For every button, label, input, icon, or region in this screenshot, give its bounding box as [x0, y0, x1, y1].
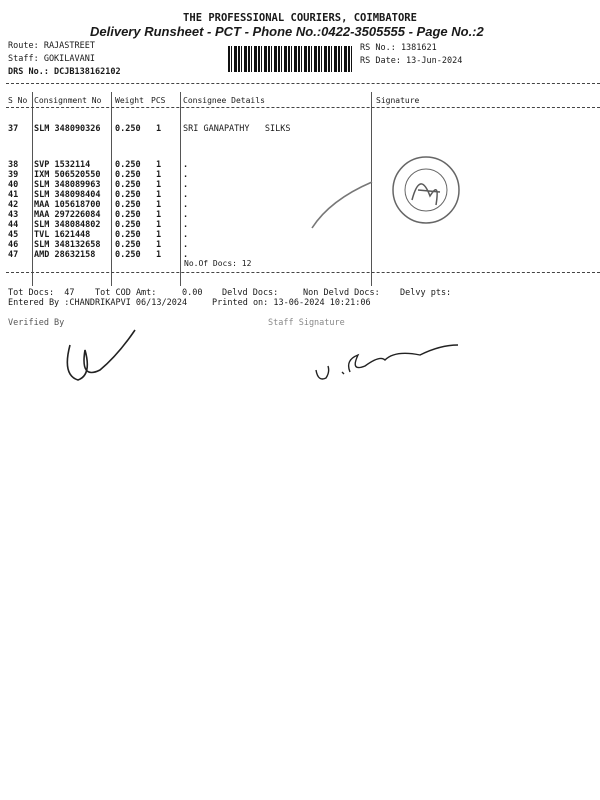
- delvy-pts: Delvy pts:: [400, 288, 452, 298]
- rs-date: RS Date: 13-Jun-2024: [360, 56, 463, 66]
- cell-sno: 43: [8, 210, 19, 220]
- verified-by: Verified By: [8, 318, 65, 328]
- cell-pcs: 1: [156, 124, 162, 134]
- cell-pcs: 1: [156, 210, 162, 220]
- cell-pcs: 1: [156, 200, 162, 210]
- col-consignment: Consignment No: [34, 96, 102, 105]
- cell-weight: 0.250: [115, 124, 141, 134]
- cell-cn: MAA 297226084: [34, 210, 101, 220]
- cell-weight: 0.250: [115, 160, 141, 170]
- cell-cn: AMD 28632158: [34, 250, 96, 260]
- verifier-signature: [67, 330, 135, 380]
- cell-consignee: .: [183, 180, 189, 190]
- rs-no: RS No.: 1381621: [360, 43, 437, 53]
- cell-cn: SLM 348090326: [34, 124, 101, 134]
- staff-signature: [316, 345, 458, 379]
- cell-sno: 37: [8, 124, 19, 134]
- cell-cn: SLM 348132658: [34, 240, 101, 250]
- non-delvd-docs: Non Delvd Docs:: [303, 288, 380, 298]
- staff-signature-label: Staff Signature: [268, 318, 345, 328]
- col-weight: Weight: [115, 96, 144, 105]
- cell-pcs: 1: [156, 240, 162, 250]
- cell-weight: 0.250: [115, 170, 141, 180]
- cell-sno: 47: [8, 250, 19, 260]
- cell-pcs: 1: [156, 250, 162, 260]
- company-name: THE PROFESSIONAL COURIERS, COIMBATORE: [183, 12, 417, 24]
- cell-weight: 0.250: [115, 200, 141, 210]
- cell-sno: 46: [8, 240, 19, 250]
- cell-weight: 0.250: [115, 190, 141, 200]
- security-stamp: [393, 157, 459, 223]
- col-consignee: Consignee Details: [183, 96, 265, 105]
- cell-cn: MAA 105618700: [34, 200, 101, 210]
- cell-consignee: .: [183, 170, 189, 180]
- entered-by: Entered By :CHANDRIKAPVI 06/13/2024: [8, 298, 188, 308]
- staff: Staff: GOKILAVANI: [8, 54, 95, 64]
- cell-sno: 44: [8, 220, 19, 230]
- cell-cn: SVP 1532114: [34, 160, 91, 170]
- cell-consignee: .: [183, 230, 189, 240]
- tot-cod: Tot COD Amt: 0.00: [95, 288, 203, 298]
- cell-sno: 41: [8, 190, 19, 200]
- cell-weight: 0.250: [115, 180, 141, 190]
- signature-stroke: [312, 182, 372, 228]
- route: Route: RAJASTREET: [8, 41, 95, 51]
- cell-weight: 0.250: [115, 220, 141, 230]
- cell-pcs: 1: [156, 220, 162, 230]
- cell-weight: 0.250: [115, 210, 141, 220]
- runsheet-title: Delivery Runsheet - PCT - Phone No.:0422-3505555 - Page No.:2: [90, 24, 484, 39]
- cell-cn: IXM 506520550: [34, 170, 101, 180]
- printed-on: Printed on: 13-06-2024 10:21:06: [212, 298, 371, 308]
- cell-cn: SLM 348098404: [34, 190, 101, 200]
- cell-consignee: .: [183, 250, 189, 260]
- cell-pcs: 1: [156, 190, 162, 200]
- cell-consignee: .: [183, 190, 189, 200]
- cell-cn: TVL 1621448: [34, 230, 91, 240]
- drs-no: DRS No.: DCJB138162102: [8, 67, 121, 77]
- cell-sno: 42: [8, 200, 19, 210]
- cell-weight: 0.250: [115, 240, 141, 250]
- cell-sno: 38: [8, 160, 19, 170]
- col-pcs: PCS: [151, 96, 166, 105]
- cell-pcs: 1: [156, 230, 162, 240]
- no-of-docs: No.Of Docs: 12: [184, 259, 252, 268]
- tot-docs: Tot Docs: 47: [8, 288, 75, 298]
- cell-consignee: .: [183, 160, 189, 170]
- cell-sno: 39: [8, 170, 19, 180]
- cell-consignee: .: [183, 200, 189, 210]
- delvd-docs: Delvd Docs:: [222, 288, 279, 298]
- cell-cn: SLM 348084802: [34, 220, 101, 230]
- cell-consignee: SRI GANAPATHY SILKS: [183, 124, 291, 134]
- cell-sno: 45: [8, 230, 19, 240]
- cell-pcs: 1: [156, 180, 162, 190]
- cell-pcs: 1: [156, 170, 162, 180]
- cell-consignee: .: [183, 210, 189, 220]
- cell-consignee: .: [183, 240, 189, 250]
- cell-consignee: .: [183, 220, 189, 230]
- cell-pcs: 1: [156, 160, 162, 170]
- cell-cn: SLM 348089963: [34, 180, 101, 190]
- cell-weight: 0.250: [115, 230, 141, 240]
- col-signature: Signature: [376, 96, 420, 105]
- cell-weight: 0.250: [115, 250, 141, 260]
- cell-sno: 40: [8, 180, 19, 190]
- col-sno: S No: [8, 96, 28, 105]
